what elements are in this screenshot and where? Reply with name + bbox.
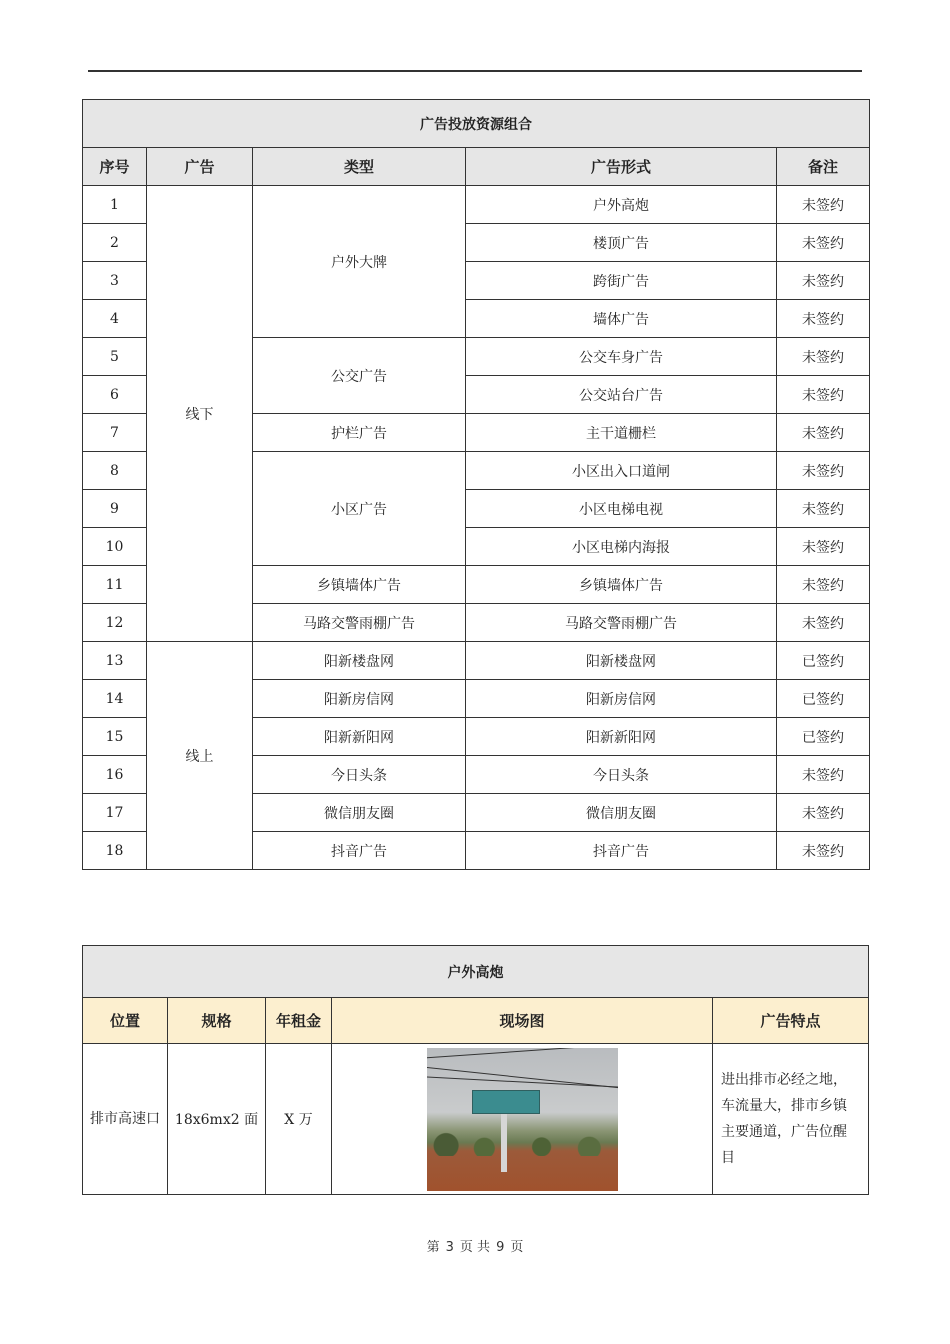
note-cell: 未签约 — [777, 756, 870, 794]
col-header-note: 备注 — [777, 148, 870, 186]
footer-middle: 页 共 — [459, 1240, 491, 1255]
row-no: 12 — [83, 604, 147, 642]
type-cell: 抖音广告 — [253, 832, 466, 870]
form-cell: 乡镇墙体广告 — [466, 566, 777, 604]
type-cell: 阳新房信网 — [253, 680, 466, 718]
billboard-photo — [427, 1048, 618, 1191]
row-no: 3 — [83, 262, 147, 300]
row-no: 16 — [83, 756, 147, 794]
form-cell: 公交车身广告 — [466, 338, 777, 376]
note-cell: 已签约 — [777, 718, 870, 756]
col-header-feature: 广告特点 — [713, 998, 869, 1044]
table-row — [83, 186, 870, 224]
type-cell: 阳新楼盘网 — [253, 642, 466, 680]
type-cell: 今日头条 — [253, 756, 466, 794]
form-cell: 微信朋友圈 — [466, 794, 777, 832]
form-cell: 公交站台广告 — [466, 376, 777, 414]
type-cell: 户外大牌 — [253, 186, 466, 338]
form-cell: 跨街广告 — [466, 262, 777, 300]
type-cell: 微信朋友圈 — [253, 794, 466, 832]
form-cell: 今日头条 — [466, 756, 777, 794]
spec-cell: 18x6mx2 面 — [168, 1044, 266, 1195]
row-no: 11 — [83, 566, 147, 604]
row-no: 1 — [83, 186, 147, 224]
row-no: 6 — [83, 376, 147, 414]
row-no: 7 — [83, 414, 147, 452]
footer-prefix: 第 — [426, 1240, 440, 1255]
note-cell: 未签约 — [777, 528, 870, 566]
footer-page-number: 3 — [445, 1240, 454, 1255]
col-header-channel: 广告 — [147, 148, 253, 186]
form-cell: 阳新房信网 — [466, 680, 777, 718]
row-no: 10 — [83, 528, 147, 566]
note-cell: 未签约 — [777, 300, 870, 338]
rent-cell: X 万 — [266, 1044, 332, 1195]
row-no: 17 — [83, 794, 147, 832]
note-cell: 未签约 — [777, 490, 870, 528]
trees-graphic — [427, 1130, 618, 1156]
form-cell: 小区出入口道闸 — [466, 452, 777, 490]
note-cell: 未签约 — [777, 186, 870, 224]
row-no: 14 — [83, 680, 147, 718]
location-cell: 排市高速口 — [83, 1044, 168, 1195]
table-title: 户外高炮 — [83, 946, 869, 998]
form-cell: 主干道栅栏 — [466, 414, 777, 452]
row-no: 4 — [83, 300, 147, 338]
channel-cell: 线下 — [147, 186, 253, 642]
form-cell: 阳新楼盘网 — [466, 642, 777, 680]
page-footer — [0, 1236, 950, 1255]
note-cell: 未签约 — [777, 566, 870, 604]
channel-cell: 线上 — [147, 642, 253, 870]
note-cell: 未签约 — [777, 794, 870, 832]
row-no: 8 — [83, 452, 147, 490]
col-header-form: 广告形式 — [466, 148, 777, 186]
note-cell: 未签约 — [777, 832, 870, 870]
header-rule — [88, 70, 862, 72]
col-header-no: 序号 — [83, 148, 147, 186]
type-cell: 公交广告 — [253, 338, 466, 414]
col-header-photo: 现场图 — [332, 998, 713, 1044]
row-no: 2 — [83, 224, 147, 262]
footer-suffix: 页 — [510, 1240, 524, 1255]
type-cell: 马路交警雨棚广告 — [253, 604, 466, 642]
note-cell: 未签约 — [777, 376, 870, 414]
row-no: 13 — [83, 642, 147, 680]
table-row — [83, 1044, 869, 1195]
form-cell: 抖音广告 — [466, 832, 777, 870]
type-cell: 护栏广告 — [253, 414, 466, 452]
type-cell: 阳新新阳网 — [253, 718, 466, 756]
form-cell: 小区电梯内海报 — [466, 528, 777, 566]
col-header-location: 位置 — [83, 998, 168, 1044]
form-cell: 户外高炮 — [466, 186, 777, 224]
outdoor-billboard-table — [82, 945, 869, 1195]
note-cell: 未签约 — [777, 452, 870, 490]
note-cell: 未签约 — [777, 604, 870, 642]
form-cell: 小区电梯电视 — [466, 490, 777, 528]
type-cell: 小区广告 — [253, 452, 466, 566]
col-header-rent: 年租金 — [266, 998, 332, 1044]
note-cell: 已签约 — [777, 680, 870, 718]
billboard-pole — [501, 1112, 507, 1172]
note-cell: 未签约 — [777, 224, 870, 262]
footer-total-pages: 9 — [496, 1240, 505, 1255]
col-header-spec: 规格 — [168, 998, 266, 1044]
row-no: 5 — [83, 338, 147, 376]
form-cell: 楼顶广告 — [466, 224, 777, 262]
form-cell: 马路交警雨棚广告 — [466, 604, 777, 642]
type-cell: 乡镇墙体广告 — [253, 566, 466, 604]
col-header-type: 类型 — [253, 148, 466, 186]
form-cell: 墙体广告 — [466, 300, 777, 338]
ad-resource-table — [82, 99, 870, 870]
row-no: 18 — [83, 832, 147, 870]
row-no: 15 — [83, 718, 147, 756]
form-cell: 阳新新阳网 — [466, 718, 777, 756]
photo-cell — [332, 1044, 713, 1195]
feature-cell: 进出排市必经之地，车流量大，排市乡镇主要通道，广告位醒目 — [713, 1044, 869, 1195]
row-no: 9 — [83, 490, 147, 528]
billboard-sign — [472, 1090, 540, 1114]
note-cell: 已签约 — [777, 642, 870, 680]
note-cell: 未签约 — [777, 414, 870, 452]
table-row — [83, 642, 870, 680]
note-cell: 未签约 — [777, 338, 870, 376]
note-cell: 未签约 — [777, 262, 870, 300]
table-title: 广告投放资源组合 — [83, 100, 870, 148]
